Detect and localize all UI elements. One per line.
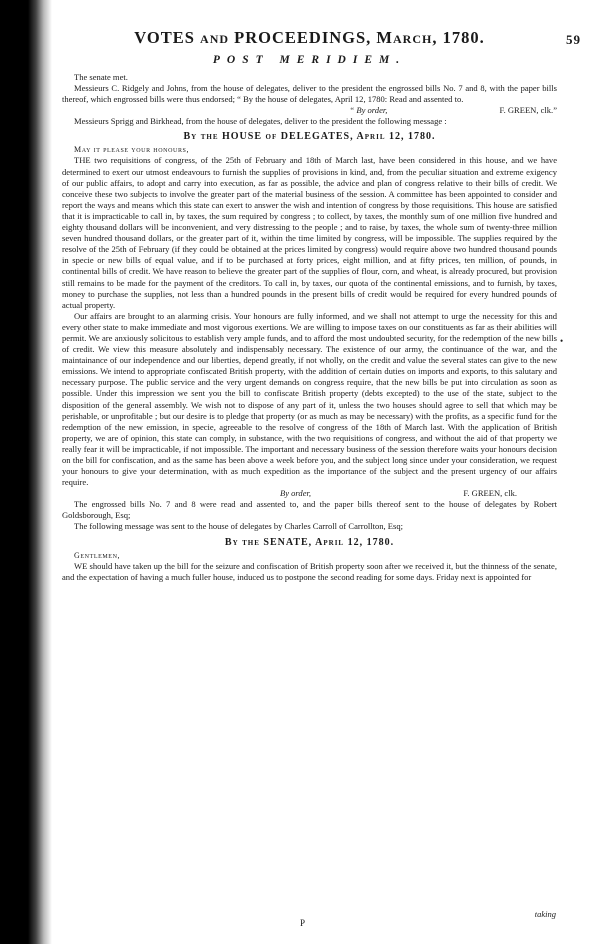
paragraph-following-message: The following message was sent to the house of delegates by Charles Carroll of Carrollton, Esq; xyxy=(74,521,403,532)
paragraph-ridgely-johns: Messieurs C. Ridgely and Johns, from the house of delegates, deliver to the president the engrossed bills No. 7 and 8, with the paper bills thereof, which engrossed bills were thus endorsed; “ By the house of delegates, April 12, 1780: Read and assented to. xyxy=(62,83,557,105)
delegates-heading: By the HOUSE of DELEGATES, April 12, 1780. xyxy=(183,131,436,143)
paragraph-senate-met: The senate met. xyxy=(74,72,128,82)
paragraph-sprigg-birkhead: Messieurs Sprigg and Birkhead, from the house of delegates, deliver to the president the following message : xyxy=(74,116,447,127)
page-number: 59 xyxy=(566,32,581,47)
marginal-mark: • xyxy=(560,336,564,346)
message-paragraph-1: THE two requisitions of congress, of the 25th of February and 18th of March last, have been considered in this house, and we have determined to exert our utmost endeavours to furnish the supplies of provisions in kind, and, from the peculiar situation and extreme exigency of our public affairs, to adopt and carry into execution, as far as possible, the advice and plan of congress relative to their bills of credit. We conceive these two subjects to involve the greater part of the material business of the session. A committee has been appointed to consider and report the ways and means which this state can exert to answer the wish and intention of congress by those requisitions. This house are satisfied that it is impracticable to call in, by taxes, the sum required by congress ; to collect, by taxes, the monthly sum of one million five hundred and eighty thousand dollars will be inconvenient, and very distressing to the people ; and to raise, by taxes, the whole sum of twenty-three million seven hundred thousand dollars, or the greater part of it, within the time limited by congress, will be impossible. The supplies required by the resolve of the 25th of February (if they could be obtained at the prices limited by congress) would require above two hundred thousand pounds in specie or new bills of equal value, and if to be purchased at forty prices, eight million, and at fifty prices, ten million, of pounds, in continental bills of credit. We have reason to believe the greater part of the supplies of flour, corn, and wheat, is already procured, but provision still remains to be made for the payment of the creditors. To call in, by taxes, our quota of the continental emissions, and to furnish, by taxes, money to purchase the supplies, not less than a hundred pounds in the present bills of credit would be required for every hundred pounds of actual property. xyxy=(62,155,557,310)
paragraph-engrossed-bills: The engrossed bills No. 7 and 8 were read and assented to, and the paper bills thereof sent to the house of delegates by Robert Goldsborough, Esq; xyxy=(62,499,557,521)
scan-binding-shadow xyxy=(0,0,52,944)
by-order-2: By order, xyxy=(280,488,312,499)
salutation-honours: May it please your honours, xyxy=(74,145,190,155)
session-heading: POST MERIDIEM. xyxy=(212,54,407,66)
by-order-1: “ By order, xyxy=(349,105,388,116)
message-paragraph-2: Our affairs are brought to an alarming crisis. Your honours are fully informed, and we shall not attempt to urge the necessity for this and every other state to make immediate and most vigorous exertions. We are willing to impose taxes on our constituents as far as their abilities will permit. We are anxiously solicitous to establish very ample funds, and to afford the most undoubted security, for the redemption of the new bills of credit. We view this measure absolutely and indispensably necessary. The existence of our army, the continuance of the war, and the maintainance of our independence and our liberties, depend greatly, if not wholly, on the credit and value the several states can give to the new emissions. We intend to appropriate confiscated British property, with the addition of certain duties on imports and exports, to this salutary and necessary purpose. The public service and the very urgent demands on congress require, that the new bills be put into circulation as soon as possible. Under this impression we sent you the bill to confiscate British property (debts excepted) to the use of the state, subject to the disposition of the general assembly. We wish not to dispose of any part of it, unless the two houses should agree to sell that which may be perishable, or unprofitable ; but our desire is to pledge that property (or as much as may be necessary) with the profits, as a specific fund for the redemption of the new emission, in specie, agreeable to the resolve of congress of the 18th of March last. With the application of British property, we are of opinion, this state can comply, in substance, with the two requisitions of congress, and without the aid of that property we really fear it will be impracticable, if not impossible. The important and necessary business of the session therefore waits your honours decision on the bill for confiscation, and as the same has been above a week before you, and the subject long since under your consideration, we request your honours to give your determination, with as much expedition as the importance of the subject and the present urgency of our affairs require. xyxy=(62,310,557,488)
order-line-2 xyxy=(62,488,557,499)
catchword: taking xyxy=(534,909,556,919)
senate-heading: By the SENATE, April 12, 1780. xyxy=(224,536,395,548)
senate-message-paragraph: WE should have taken up the bill for the seizure and confiscation of British property soon after we received it, but the thinness of the senate, and the expectation of having a much fuller house, induced us to postpone the second reading for some days. Friday next is appointed for xyxy=(62,560,557,582)
salutation-gentlemen: Gentlemen, xyxy=(74,550,121,560)
clerk-signature-2: F. GREEN, clk. xyxy=(463,488,517,499)
running-head xyxy=(62,28,581,48)
clerk-signature-1: F. GREEN, clk.” xyxy=(499,105,557,116)
order-line-1 xyxy=(62,105,557,116)
signature-mark: P xyxy=(300,918,306,928)
page-content xyxy=(62,28,581,583)
running-title: VOTES and PROCEEDINGS, March, 1780. xyxy=(134,28,485,47)
